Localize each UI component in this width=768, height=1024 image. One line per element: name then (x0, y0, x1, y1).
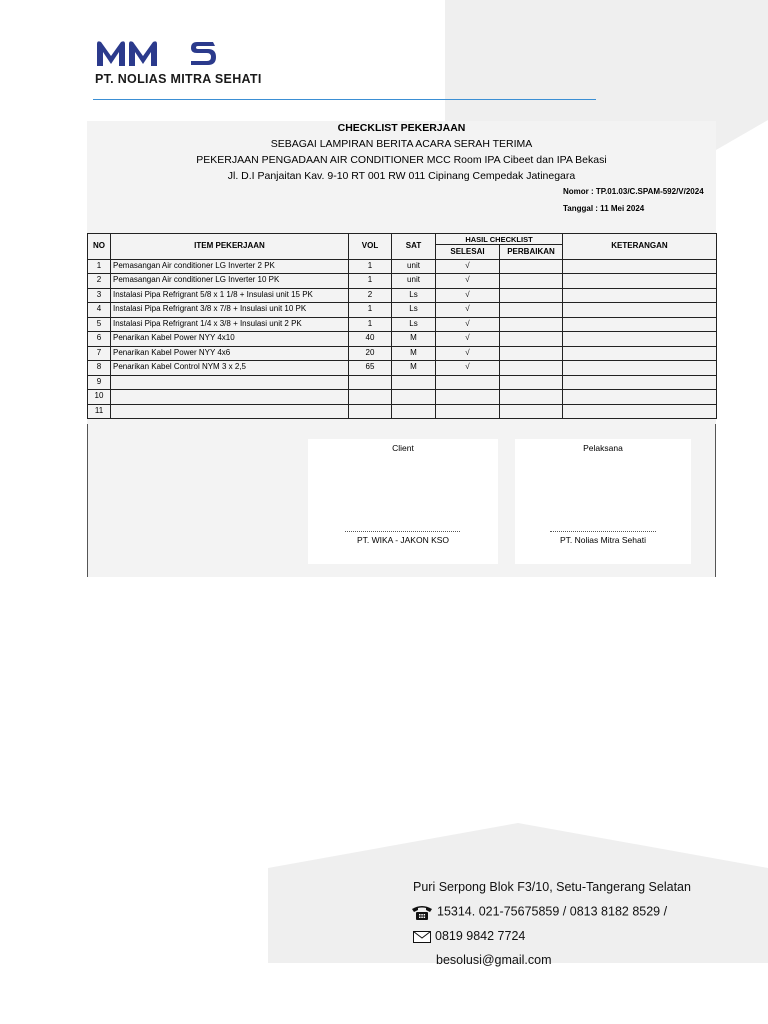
header-selesai: SELESAI (436, 245, 500, 260)
row-perbaikan (500, 332, 563, 347)
row-vol: 1 (349, 259, 392, 274)
row-vol (349, 375, 392, 390)
row-selesai (436, 375, 500, 390)
row-sat: M (392, 361, 436, 376)
company-logo (95, 38, 217, 70)
row-selesai: √ (436, 303, 500, 318)
footer-phone-line-2 (413, 929, 525, 943)
row-sat: Ls (392, 303, 436, 318)
row-selesai (436, 390, 500, 405)
footer-email[interactable]: besolusi@gmail.com (436, 953, 552, 967)
row-vol: 1 (349, 303, 392, 318)
header-perbaikan: PERBAIKAN (500, 245, 563, 260)
row-keterangan (563, 332, 717, 347)
pelaksana-signature-box (515, 439, 691, 564)
row-keterangan (563, 259, 717, 274)
row-perbaikan (500, 375, 563, 390)
header-divider (93, 99, 596, 100)
row-sat (392, 375, 436, 390)
table-row (88, 404, 717, 419)
row-no: 7 (88, 346, 111, 361)
header-hasil-checklist: HASIL CHECKLIST (436, 234, 563, 245)
pelaksana-signature-title: Pelaksana (583, 443, 623, 453)
row-keterangan (563, 274, 717, 289)
row-vol: 40 (349, 332, 392, 347)
row-vol: 65 (349, 361, 392, 376)
row-perbaikan (500, 317, 563, 332)
client-signature-line (345, 531, 460, 533)
sheet-border-left (87, 424, 88, 577)
row-keterangan (563, 288, 717, 303)
footer-address: Puri Serpong Blok F3/10, Setu-Tangerang Selatan (413, 880, 691, 894)
row-perbaikan (500, 288, 563, 303)
subtitle-line-1: SEBAGAI LAMPIRAN BERITA ACARA SERAH TERIMA (270, 138, 533, 150)
client-signature-title: Client (392, 443, 414, 453)
table-row (88, 317, 717, 332)
row-item: Penarikan Kabel Power NYY 4x10 (111, 332, 349, 347)
row-keterangan (563, 375, 717, 390)
row-keterangan (563, 346, 717, 361)
row-selesai: √ (436, 332, 500, 347)
row-no: 4 (88, 303, 111, 318)
header-sat: SAT (392, 234, 436, 260)
title-block (87, 120, 716, 184)
header-keterangan: KETERANGAN (563, 234, 717, 260)
client-signature-name: PT. WIKA - JAKON KSO (356, 535, 450, 545)
row-keterangan (563, 404, 717, 419)
document-date: Tanggal : 11 Mei 2024 (563, 204, 645, 213)
row-no: 9 (88, 375, 111, 390)
row-sat: unit (392, 274, 436, 289)
table-row (88, 390, 717, 405)
row-sat (392, 390, 436, 405)
row-perbaikan (500, 303, 563, 318)
row-no: 5 (88, 317, 111, 332)
row-perbaikan (500, 390, 563, 405)
row-vol (349, 390, 392, 405)
footer-phone-1: 15314. 021-75675859 / 0813 8182 8529 / (437, 904, 668, 919)
header-vol: VOL (349, 234, 392, 260)
row-perbaikan (500, 361, 563, 376)
row-sat: unit (392, 259, 436, 274)
row-selesai: √ (436, 361, 500, 376)
row-perbaikan (500, 274, 563, 289)
row-selesai (436, 404, 500, 419)
row-sat: M (392, 346, 436, 361)
checklist-table (87, 233, 717, 419)
header-no: NO (88, 234, 111, 260)
row-item: Penarikan Kabel Control NYM 3 x 2,5 (111, 361, 349, 376)
row-vol: 20 (349, 346, 392, 361)
row-item: Pemasangan Air conditioner LG Inverter 10 PK (111, 274, 349, 289)
envelope-icon (413, 931, 431, 943)
table-header-row (88, 234, 717, 245)
footer-phone-line (411, 904, 667, 920)
row-perbaikan (500, 259, 563, 274)
pelaksana-signature-line (550, 531, 656, 533)
row-item: Pemasangan Air conditioner LG Inverter 2 PK (111, 259, 349, 274)
row-keterangan (563, 361, 717, 376)
table-row (88, 346, 717, 361)
subtitle-line-3: Jl. D.I Panjaitan Kav. 9-10 RT 001 RW 011 Cipinang Cempedak Jatinegara (227, 170, 576, 182)
table-row (88, 361, 717, 376)
footer-phone-2: 0819 9842 7724 (435, 929, 526, 943)
document-title: CHECKLIST PEKERJAAN (337, 122, 466, 134)
row-selesai: √ (436, 317, 500, 332)
row-selesai: √ (436, 274, 500, 289)
telephone-icon (411, 904, 433, 920)
row-sat: M (392, 332, 436, 347)
row-item (111, 375, 349, 390)
row-sat (392, 404, 436, 419)
company-name: PT. NOLIAS MITRA SEHATI (95, 72, 262, 86)
row-no: 10 (88, 390, 111, 405)
row-keterangan (563, 303, 717, 318)
row-selesai: √ (436, 346, 500, 361)
table-row (88, 332, 717, 347)
row-item: Instalasi Pipa Refrigrant 5/8 x 1 1/8 + Insulasi unit 15 PK (111, 288, 349, 303)
row-sat: Ls (392, 288, 436, 303)
row-vol: 2 (349, 288, 392, 303)
row-vol: 1 (349, 274, 392, 289)
row-perbaikan (500, 346, 563, 361)
table-row (88, 274, 717, 289)
row-no: 6 (88, 332, 111, 347)
table-row (88, 288, 717, 303)
table-row (88, 375, 717, 390)
row-item: Instalasi Pipa Refrigrant 3/8 x 7/8 + Insulasi unit 10 PK (111, 303, 349, 318)
row-no: 2 (88, 274, 111, 289)
client-signature-box (308, 439, 498, 564)
row-selesai: √ (436, 259, 500, 274)
row-vol (349, 404, 392, 419)
document-number: Nomor : TP.01.03/C.SPAM-592/V/2024 (563, 187, 704, 196)
row-no: 3 (88, 288, 111, 303)
row-item (111, 404, 349, 419)
sheet-border-right (715, 424, 716, 577)
row-vol: 1 (349, 317, 392, 332)
subtitle-line-2: PEKERJAAN PENGADAAN AIR CONDITIONER MCC Room IPA Cibeet dan IPA Bekasi (196, 154, 607, 166)
row-item (111, 390, 349, 405)
row-perbaikan (500, 404, 563, 419)
table-row (88, 259, 717, 274)
row-no: 8 (88, 361, 111, 376)
row-no: 1 (88, 259, 111, 274)
row-keterangan (563, 390, 717, 405)
header-item: ITEM PEKERJAAN (111, 234, 349, 260)
row-keterangan (563, 317, 717, 332)
row-sat: Ls (392, 317, 436, 332)
row-item: Instalasi Pipa Refrigrant 1/4 x 3/8 + Insulasi unit 2 PK (111, 317, 349, 332)
row-no: 11 (88, 404, 111, 419)
pelaksana-signature-name: PT. Nolias Mitra Sehati (560, 535, 646, 545)
row-item: Penarikan Kabel Power NYY 4x6 (111, 346, 349, 361)
row-selesai: √ (436, 288, 500, 303)
table-row (88, 303, 717, 318)
